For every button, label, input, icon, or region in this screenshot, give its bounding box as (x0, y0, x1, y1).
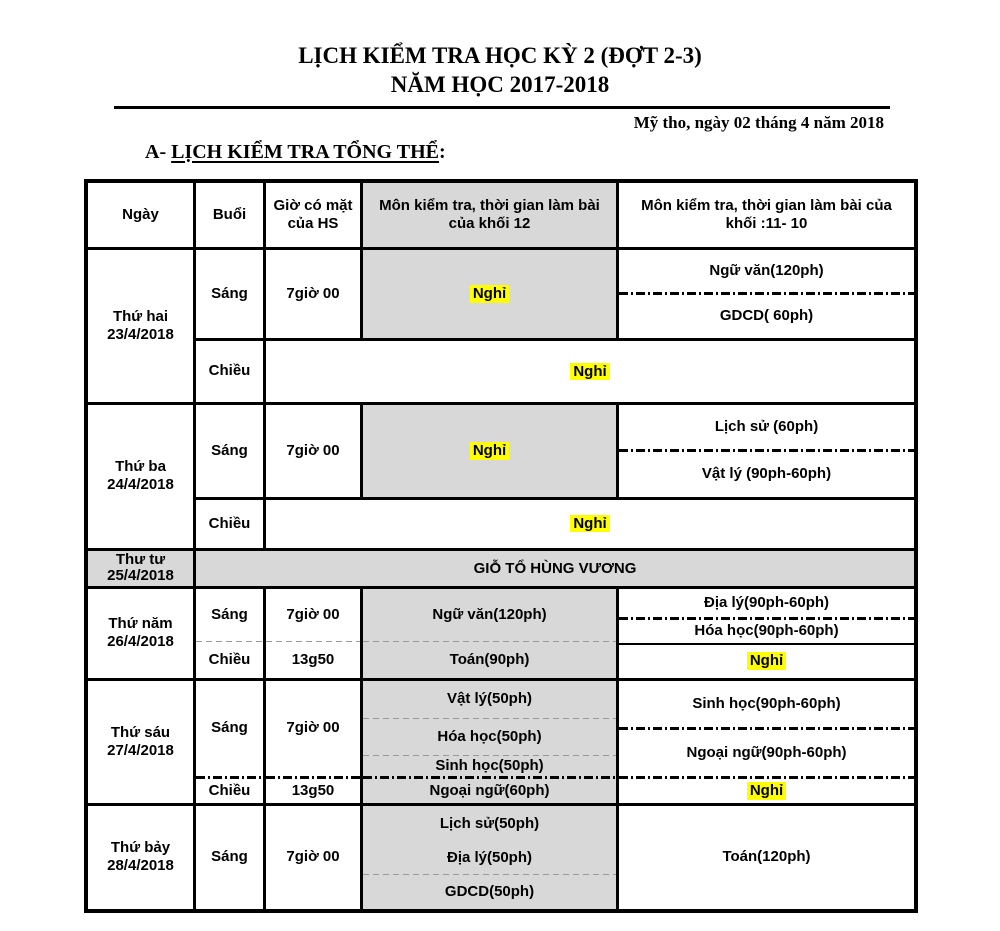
day-date: 24/4/2018 (107, 476, 174, 493)
time-cell: 7giờ 00 (266, 405, 363, 497)
session-label: Sáng (211, 605, 248, 623)
horizontal-rule (114, 106, 890, 109)
grade11-subject: Địa lý(90ph-60ph) (703, 593, 830, 611)
grade12-subject: Hóa học(50ph) (437, 727, 542, 745)
grade12-subject: Sinh học(50ph) (435, 756, 544, 774)
grade11-subject: Toán(120ph) (722, 848, 811, 865)
grade11-subject: Ngữ văn(120ph) (709, 261, 824, 279)
session-label: Sáng (196, 250, 266, 338)
page-title-line1: LỊCH KIỂM TRA HỌC KỲ 2 (ĐỢT 2-3) (298, 43, 702, 68)
date-line: Mỹ tho, ngày 02 tháng 4 năm 2018 (633, 112, 884, 132)
day-name: Thứ sáu (110, 723, 171, 741)
grade11-rest-cell (619, 645, 914, 678)
rest-highlight: Nghỉ (470, 442, 509, 460)
afternoon-note-cell (266, 500, 914, 548)
day-name: Thứ năm (108, 615, 173, 632)
session-label: Sáng (211, 719, 248, 737)
time-cell: 7giờ 00 (286, 719, 340, 737)
grade12-cell (363, 405, 619, 497)
grade11-subject: Ngoại ngữ(90ph-60ph) (686, 744, 847, 762)
holiday-note-cell: GIỖ TỔ HÙNG VƯƠNG (473, 559, 637, 577)
rest-highlight: Nghỉ (747, 652, 786, 670)
row-monday (88, 250, 914, 405)
header-day: Ngày (88, 183, 196, 247)
session-label: Chiều (196, 500, 266, 548)
section-colon: : (438, 140, 446, 163)
grade12-subject: Lịch sử(50ph) (439, 814, 540, 832)
header-grade12: Môn kiểm tra, thời gian làm bài của khối 12 (363, 183, 619, 247)
grade11-subject: Sinh học(90ph-60ph) (692, 694, 841, 712)
grade11-subject: Lịch sử (60ph) (714, 417, 819, 435)
row-tuesday (88, 405, 914, 551)
day-name: Thứ ba (115, 458, 166, 475)
rest-highlight: Nghỉ (747, 782, 786, 800)
day-cell-wednesday (88, 551, 196, 586)
grade12-subject: Địa lý(50ph) (446, 848, 533, 866)
grade12-subject: Ngữ văn(120ph) (432, 605, 547, 623)
table-header-row (88, 183, 914, 250)
session-label: Sáng (196, 405, 266, 497)
day-date: 28/4/2018 (107, 857, 174, 874)
rest-highlight: Nghỉ (570, 363, 609, 380)
exam-schedule-table (84, 179, 918, 913)
row-wednesday-holiday (88, 551, 914, 589)
day-date: 27/4/2018 (107, 741, 174, 759)
session-label: Chiều (196, 341, 266, 402)
rest-highlight: Nghỉ (570, 515, 609, 532)
day-name: Thứ hai (112, 307, 169, 325)
day-cell-monday (88, 250, 196, 402)
day-cell-friday (88, 681, 196, 803)
day-cell-thursday (88, 589, 196, 678)
afternoon-note-cell (266, 341, 914, 402)
time-cell: 7giờ 00 (266, 806, 363, 909)
rest-highlight: Nghỉ (470, 285, 509, 303)
grade11-subject: Hóa học(90ph-60ph) (694, 622, 839, 640)
grade12-subject: GDCD(50ph) (444, 882, 535, 900)
session-label: Sáng (196, 806, 266, 909)
section-prefix: A- (145, 140, 167, 163)
time-cell: 7giờ 00 (266, 250, 363, 338)
grade12-subject: Toán(90ph) (449, 650, 530, 668)
session-label: Chiều (208, 781, 251, 799)
time-cell: 7giờ 00 (286, 605, 340, 623)
row-friday (88, 681, 914, 806)
day-name: Thư tư (115, 550, 166, 568)
section-heading (145, 141, 1000, 164)
header-time: Giờ có mặt của HS (266, 183, 363, 247)
session-label: Chiều (208, 650, 251, 668)
grade11-rest-cell (619, 779, 914, 802)
day-date: 26/4/2018 (107, 633, 174, 650)
day-cell-saturday (88, 806, 196, 909)
row-thursday (88, 589, 914, 681)
day-date: 23/4/2018 (107, 325, 174, 343)
grade12-subject: Ngoại ngữ(60ph) (429, 781, 550, 799)
page-title-line2: NĂM HỌC 2017-2018 (390, 71, 610, 97)
section-title: LỊCH KIỂM TRA TỔNG THỂ (171, 140, 439, 163)
grade11-subject: Vật lý (90ph-60ph) (701, 465, 832, 483)
day-date: 25/4/2018 (107, 567, 174, 584)
header-grade11-10: Môn kiểm tra, thời gian làm bài của khối :11- 10 (641, 196, 892, 232)
header-session: Buổi (196, 183, 266, 247)
document-page (0, 42, 1000, 913)
day-cell-tuesday (88, 405, 196, 548)
grade12-cell (363, 250, 619, 338)
grade11-subject: GDCD( 60ph) (719, 307, 814, 325)
time-cell: 13g50 (291, 650, 335, 668)
row-saturday (88, 806, 914, 909)
grade12-subject: Vật lý(50ph) (446, 690, 533, 707)
day-name: Thứ bảy (110, 839, 171, 856)
time-cell: 13g50 (291, 781, 335, 799)
